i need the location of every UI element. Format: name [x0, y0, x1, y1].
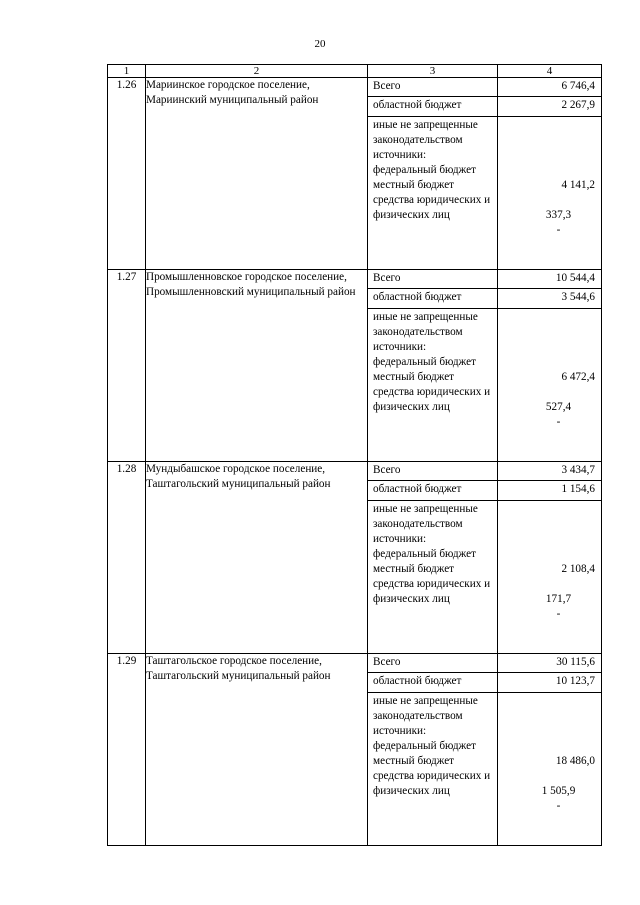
total-value: 6 746,4: [498, 78, 601, 97]
other-sources-values: [498, 693, 601, 845]
federal-budget-value: 2 108,4: [561, 563, 595, 575]
total-value: 3 434,7: [498, 462, 601, 481]
settlement-name: Мариинское городское поселение, Мариинский муниципальный район: [146, 78, 368, 270]
regional-budget-value: 3 544,6: [498, 289, 601, 309]
other-sources-values: [498, 309, 601, 461]
row-number: 1.27: [108, 270, 146, 462]
total-label: Всего: [368, 462, 497, 481]
regional-budget-label: областной бюджет: [368, 97, 497, 117]
local-budget-value: 171,7: [545, 593, 572, 605]
amount-cell: [498, 654, 602, 846]
header-cell: 2: [146, 65, 368, 78]
row-number: 1.28: [108, 462, 146, 654]
regional-budget-value: 1 154,6: [498, 481, 601, 501]
funding-table: [107, 64, 602, 846]
total-value: 30 115,6: [498, 654, 601, 673]
table-row: [108, 78, 602, 270]
private-funds-label: средства юридических и физических лиц: [373, 578, 491, 605]
private-funds-label: средства юридических и физических лиц: [373, 386, 491, 413]
local-budget-label: местный бюджет: [373, 563, 455, 575]
settlement-name: Таштагольское городское поселение, Таштагольский муниципальный район: [146, 654, 368, 846]
local-budget-label: местный бюджет: [373, 755, 455, 767]
header-row: [108, 65, 602, 78]
amount-cell: [498, 462, 602, 654]
other-sources-block: [368, 501, 497, 653]
page-number: 20: [314, 38, 326, 50]
private-funds-label: средства юридических и физических лиц: [373, 770, 491, 797]
local-budget-label: местный бюджет: [373, 371, 455, 383]
regional-budget-label: областной бюджет: [368, 289, 497, 309]
table-row: [108, 654, 602, 846]
source-cell: [368, 462, 498, 654]
federal-budget-label: федеральный бюджет: [373, 740, 476, 752]
local-budget-value: 337,3: [545, 209, 572, 221]
header-cell: 1: [108, 65, 146, 78]
total-label: Всего: [368, 78, 497, 97]
federal-budget-value: 18 486,0: [555, 755, 595, 767]
federal-budget-label: федеральный бюджет: [373, 164, 476, 176]
table-row: [108, 270, 602, 462]
settlement-name: Мундыбашское городское поселение, Таштагольский муниципальный район: [146, 462, 368, 654]
other-sources-label: иные не запрещенные законодательством источники:: [373, 119, 478, 161]
private-funds-label: средства юридических и физических лиц: [373, 194, 491, 221]
total-value: 10 544,4: [498, 270, 601, 289]
private-funds-value: -: [556, 608, 561, 620]
source-cell: [368, 270, 498, 462]
regional-budget-value: 10 123,7: [498, 673, 601, 693]
total-label: Всего: [368, 654, 497, 673]
federal-budget-label: федеральный бюджет: [373, 356, 476, 368]
federal-budget-value: 4 141,2: [561, 179, 595, 191]
local-budget-value: 527,4: [545, 401, 572, 413]
source-cell: [368, 78, 498, 270]
other-sources-block: [368, 117, 497, 269]
federal-budget-value: 6 472,4: [561, 371, 595, 383]
table-row: [108, 462, 602, 654]
amount-cell: [498, 78, 602, 270]
other-sources-label: иные не запрещенные законодательством источники:: [373, 311, 478, 353]
other-sources-label: иные не запрещенные законодательством источники:: [373, 503, 478, 545]
settlement-name: Промышленновское городское поселение, Промышленновский муниципальный район: [146, 270, 368, 462]
other-sources-block: [368, 309, 497, 461]
other-sources-block: [368, 693, 497, 845]
private-funds-value: -: [556, 416, 561, 428]
private-funds-value: -: [556, 800, 561, 812]
regional-budget-value: 2 267,9: [498, 97, 601, 117]
other-sources-values: [498, 501, 601, 653]
regional-budget-label: областной бюджет: [368, 481, 497, 501]
row-number: 1.29: [108, 654, 146, 846]
source-cell: [368, 654, 498, 846]
regional-budget-label: областной бюджет: [368, 673, 497, 693]
amount-cell: [498, 270, 602, 462]
total-label: Всего: [368, 270, 497, 289]
private-funds-value: -: [556, 224, 561, 236]
other-sources-values: [498, 117, 601, 269]
local-budget-label: местный бюджет: [373, 179, 455, 191]
other-sources-label: иные не запрещенные законодательством источники:: [373, 695, 478, 737]
header-cell: 3: [368, 65, 498, 78]
local-budget-value: 1 505,9: [541, 785, 576, 797]
header-cell: 4: [498, 65, 602, 78]
federal-budget-label: федеральный бюджет: [373, 548, 476, 560]
row-number: 1.26: [108, 78, 146, 270]
